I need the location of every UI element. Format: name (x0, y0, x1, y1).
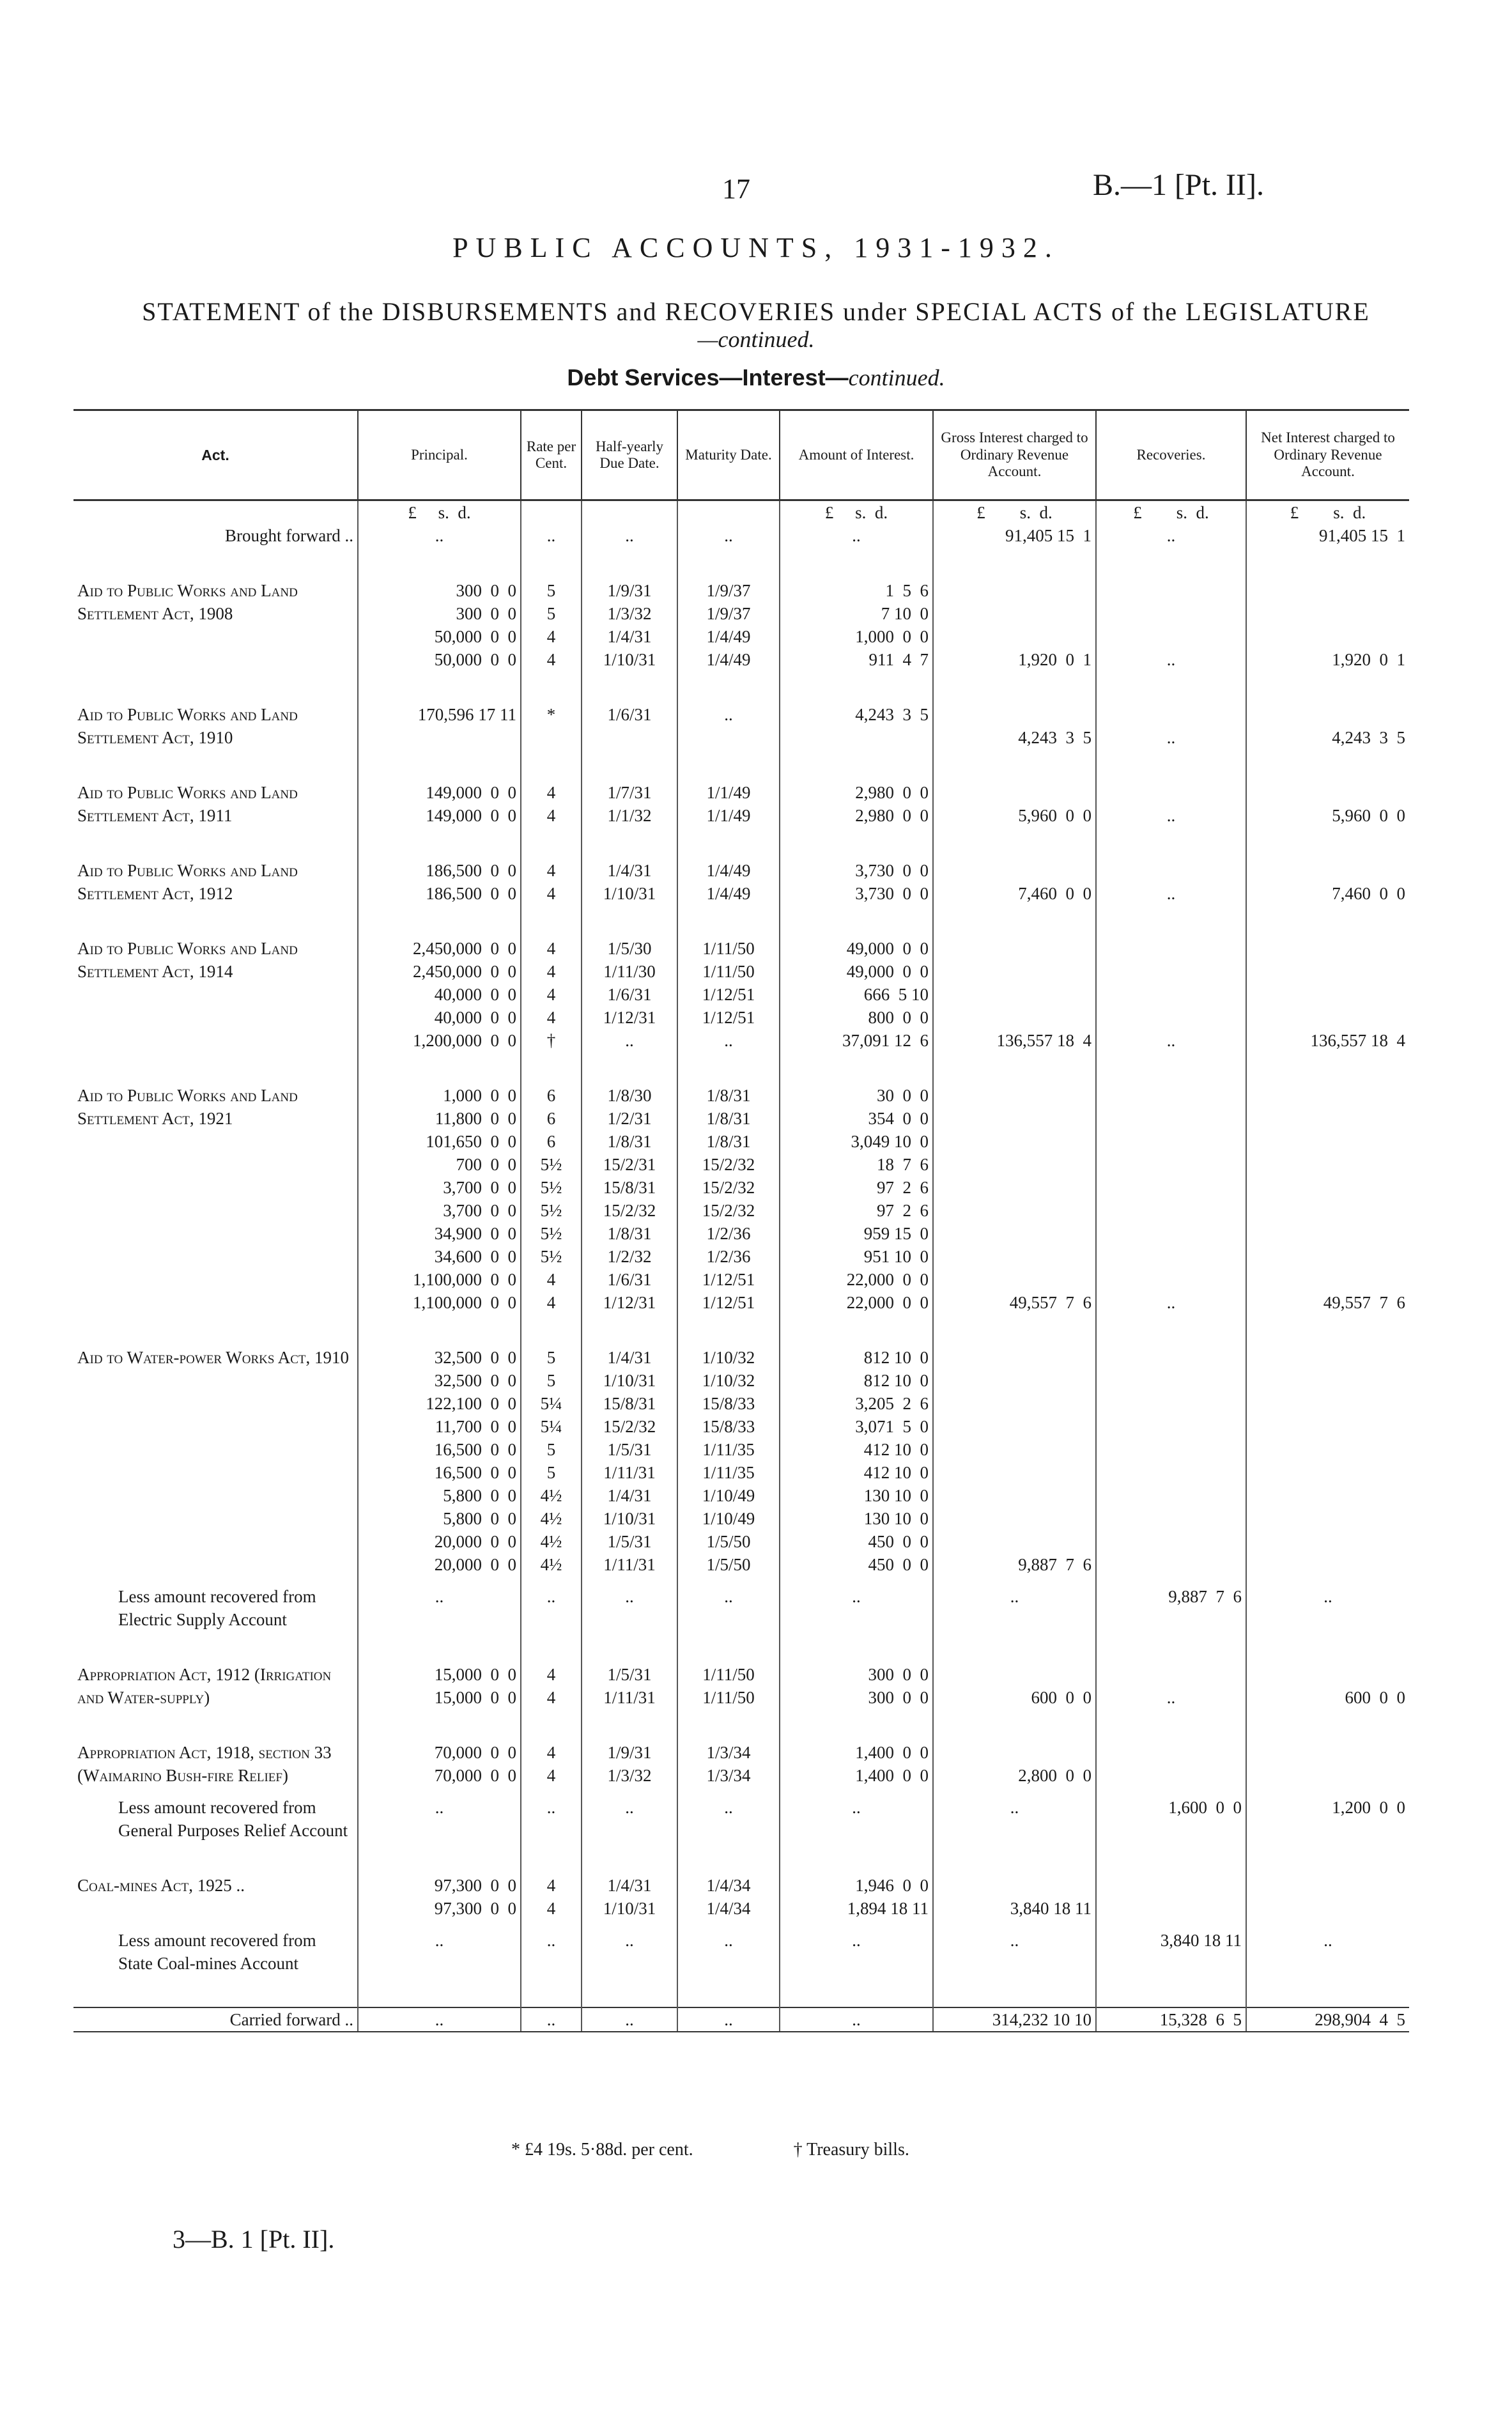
group-amount: 1,400 0 0 1,400 0 0 (780, 1741, 933, 1787)
act-name: Aid to Public Works and Land Settlement Act, 1908 (77, 581, 298, 623)
act-group-row (73, 937, 1409, 1052)
col-recoveries: Recoveries. (1096, 410, 1246, 500)
spacer-cell (1246, 749, 1409, 781)
spacer-cell (1246, 671, 1409, 703)
group-gross: 136,557 18 4 (933, 937, 1096, 1052)
spacer-cell (358, 671, 521, 703)
cf-amount: .. (780, 2007, 933, 2032)
group-principal: 300 0 0 300 0 0 50,000 0 0 50,000 0 0 (358, 579, 521, 671)
cf-rate: .. (521, 2007, 582, 2032)
spacer-cell (780, 1052, 933, 1084)
group-half-yearly: 1/6/31 (582, 703, 677, 749)
group-recoveries: .. (1096, 937, 1246, 1052)
footnote-dagger: † Treasury bills. (793, 2140, 909, 2160)
col-half-yearly: Half-yearly Due Date. (582, 410, 677, 500)
group-gross: 1,920 0 1 (933, 579, 1096, 671)
group-maturity: 1/9/37 1/9/37 1/4/49 1/4/49 (677, 579, 780, 671)
less-recovered-label: Less amount recovered from General Purposes Relief Account (118, 1798, 348, 1840)
group-spacer (73, 1842, 1409, 1874)
section-heading (0, 364, 1512, 391)
bf-recoveries: .. (1096, 524, 1246, 547)
spacer-cell (1246, 1314, 1409, 1346)
spacer-cell (521, 671, 582, 703)
act-group-row (73, 1346, 1409, 1576)
bf-gross: 91,405 15 1 (933, 524, 1096, 547)
page-footer: 3—B. 1 [Pt. II]. (173, 2225, 335, 2254)
group-maturity: 1/3/34 1/3/34 (677, 1741, 780, 1787)
spacer-cell (780, 749, 933, 781)
act-name: Coal-mines Act, 1925 .. (77, 1876, 245, 1895)
col-gross: Gross Interest charged to Ordinary Revenue Account. (933, 410, 1096, 500)
less-dots: .. (780, 1787, 933, 1842)
spacer-cell (1096, 1975, 1246, 2007)
spacer-cell (933, 1631, 1096, 1663)
spacer-cell (358, 1314, 521, 1346)
group-maturity: 1/11/50 1/11/50 1/12/51 1/12/51 .. (677, 937, 780, 1052)
spacer-cell (358, 905, 521, 937)
group-spacer (73, 1314, 1409, 1346)
units-row (73, 500, 1409, 525)
spacer-cell (933, 1314, 1096, 1346)
group-recoveries: .. (1096, 1084, 1246, 1314)
group-rate: 6 6 6 5½ 5½ 5½ 5½ 5½ 4 4 (521, 1084, 582, 1314)
group-principal: 97,300 0 0 97,300 0 0 (358, 1874, 521, 1920)
group-principal: 70,000 0 0 70,000 0 0 (358, 1741, 521, 1787)
bf-rate: .. (521, 524, 582, 547)
spacer-cell (780, 547, 933, 579)
less-recoveries: 3,840 18 11 (1096, 1920, 1246, 1975)
spacer-cell (780, 1709, 933, 1741)
act-group-row (73, 781, 1409, 827)
col-principal: Principal. (358, 410, 521, 500)
group-principal: 149,000 0 0 149,000 0 0 (358, 781, 521, 827)
less-recovered-row (73, 1576, 1409, 1631)
spacer-cell (582, 1631, 677, 1663)
spacer-cell (780, 1842, 933, 1874)
spacer-cell (582, 1052, 677, 1084)
spacer-cell (933, 547, 1096, 579)
group-recoveries: .. (1096, 781, 1246, 827)
group-rate: 5 5 5¼ 5¼ 5 5 4½ 4½ 4½ 4½ (521, 1346, 582, 1576)
col-maturity: Maturity Date. (677, 410, 780, 500)
units-principal: £ s. d. (358, 500, 521, 525)
less-dots: .. (358, 1787, 521, 1842)
group-maturity: 1/8/31 1/8/31 1/8/31 15/2/32 15/2/32 15/2/32 1/2/36 1/2/36 1/12/51 1/12/51 (677, 1084, 780, 1314)
group-maturity: 1/4/49 1/4/49 (677, 859, 780, 905)
header-row (73, 410, 1409, 500)
less-recovered-row (73, 1920, 1409, 1975)
cf-gross: 314,232 10 10 (933, 2007, 1096, 2032)
spacer-cell (780, 1631, 933, 1663)
spacer-cell (1096, 1631, 1246, 1663)
cf-recoveries: 15,328 6 5 (1096, 2007, 1246, 2032)
spacer-cell (1246, 547, 1409, 579)
spacer-cell (1096, 749, 1246, 781)
group-spacer (73, 671, 1409, 703)
act-name: Aid to Public Works and Land Settlement Act, 1910 (77, 705, 298, 747)
act-group-row (73, 579, 1409, 671)
less-gross: .. (933, 1787, 1096, 1842)
less-dots: .. (780, 1576, 933, 1631)
less-dots: .. (358, 1920, 521, 1975)
group-net: 4,243 3 5 (1246, 703, 1409, 749)
col-act: Act. (73, 410, 358, 500)
group-gross: 3,840 18 11 (933, 1874, 1096, 1920)
spacer-cell (1096, 1709, 1246, 1741)
spacer-cell (521, 1052, 582, 1084)
group-net: 49,557 7 6 (1246, 1084, 1409, 1314)
spacer-cell (1096, 1842, 1246, 1874)
group-half-yearly: 1/7/31 1/1/32 (582, 781, 677, 827)
spacer-cell (521, 827, 582, 859)
spacer-cell (73, 1975, 358, 2007)
units-gross: £ s. d. (933, 500, 1096, 525)
spacer-cell (521, 905, 582, 937)
spacer-cell (677, 1709, 780, 1741)
less-dots: .. (521, 1920, 582, 1975)
spacer-cell (1096, 671, 1246, 703)
document-reference: B.—1 [Pt. II]. (1093, 168, 1264, 202)
spacer-cell (1096, 905, 1246, 937)
less-net: .. (1246, 1920, 1409, 1975)
cf-net: 298,904 4 5 (1246, 2007, 1409, 2032)
col-amount: Amount of Interest. (780, 410, 933, 500)
spacer-cell (1246, 1975, 1409, 2007)
group-half-yearly: 1/8/30 1/2/31 1/8/31 15/2/31 15/8/31 15/2/32 1/8/31 1/2/32 1/6/31 1/12/31 (582, 1084, 677, 1314)
spacer-cell (582, 1709, 677, 1741)
less-recovered-label: Less amount recovered from Electric Supply Account (118, 1587, 316, 1629)
less-dots: .. (677, 1576, 780, 1631)
group-rate: 4 4 (521, 781, 582, 827)
less-recovered-label: Less amount recovered from State Coal-mines Account (118, 1931, 316, 1973)
bf-principal: .. (358, 524, 521, 547)
spacer-cell (1246, 905, 1409, 937)
group-amount: 1,946 0 0 1,894 18 11 (780, 1874, 933, 1920)
spacer-cell (933, 827, 1096, 859)
carried-forward-label: Carried forward .. (73, 2007, 358, 2032)
group-half-yearly: 1/4/31 1/10/31 (582, 859, 677, 905)
spacer-cell (677, 749, 780, 781)
group-rate: 4 4 (521, 859, 582, 905)
spacer-cell (1246, 1842, 1409, 1874)
spacer-cell (780, 1975, 933, 2007)
group-spacer (73, 1631, 1409, 1663)
group-gross: 600 0 0 (933, 1663, 1096, 1709)
less-recoveries: 9,887 7 6 (1096, 1576, 1246, 1631)
spacer-cell (521, 1842, 582, 1874)
group-amount: 2,980 0 0 2,980 0 0 (780, 781, 933, 827)
act-group-row (73, 1874, 1409, 1920)
spacer-cell (677, 1842, 780, 1874)
group-principal: 2,450,000 0 0 2,450,000 0 0 40,000 0 0 40,000 0 0 1,200,000 0 0 (358, 937, 521, 1052)
group-principal: 186,500 0 0 186,500 0 0 (358, 859, 521, 905)
act-name: Aid to Public Works and Land Settlement Act, 1912 (77, 861, 298, 903)
group-gross: 49,557 7 6 (933, 1084, 1096, 1314)
group-half-yearly: 1/9/31 1/3/32 1/4/31 1/10/31 (582, 579, 677, 671)
carried-forward-row (73, 2007, 1409, 2032)
act-group-row (73, 1663, 1409, 1709)
spacer-cell (73, 1842, 358, 1874)
spacer-cell (677, 671, 780, 703)
spacer-cell (358, 1709, 521, 1741)
spacer-cell (358, 749, 521, 781)
spacer-cell (933, 671, 1096, 703)
group-maturity: .. (677, 703, 780, 749)
spacer-cell (73, 547, 358, 579)
cf-half-yearly: .. (582, 2007, 677, 2032)
less-dots: .. (582, 1576, 677, 1631)
group-spacer (73, 749, 1409, 781)
spacer-cell (521, 1631, 582, 1663)
spacer-cell (582, 905, 677, 937)
group-rate: 4 4 (521, 1663, 582, 1709)
group-recoveries-blank (1096, 1741, 1246, 1787)
spacer-cell (521, 1975, 582, 2007)
act-name: Aid to Public Works and Land Settlement Act, 1914 (77, 939, 298, 981)
group-amount: 812 10 0 812 10 0 3,205 2 6 3,071 5 0 412 10 0 412 10 0 130 10 0 130 10 0 450 0 0 450 0 0 (780, 1346, 933, 1576)
spacer-cell (73, 827, 358, 859)
group-half-yearly: 1/4/31 1/10/31 (582, 1874, 677, 1920)
spacer-cell (780, 1314, 933, 1346)
group-net: 136,557 18 4 (1246, 937, 1409, 1052)
spacer-cell (677, 1975, 780, 2007)
group-recoveries: .. (1096, 703, 1246, 749)
group-net-blank (1246, 1741, 1409, 1787)
spacer-cell (933, 1052, 1096, 1084)
group-half-yearly: 1/5/30 1/11/30 1/6/31 1/12/31 .. (582, 937, 677, 1052)
group-principal: 15,000 0 0 15,000 0 0 (358, 1663, 521, 1709)
less-net: .. (1246, 1576, 1409, 1631)
group-net-blank (1246, 1874, 1409, 1920)
spacer-cell (677, 827, 780, 859)
footnotes (511, 2140, 1005, 2160)
group-spacer (73, 827, 1409, 859)
spacer-cell (933, 1709, 1096, 1741)
page-title: PUBLIC ACCOUNTS, 1931-1932. (452, 232, 1060, 263)
group-maturity: 1/4/34 1/4/34 (677, 1874, 780, 1920)
group-recoveries: .. (1096, 579, 1246, 671)
spacer-cell (677, 1314, 780, 1346)
group-principal: 170,596 17 11 (358, 703, 521, 749)
group-principal: 1,000 0 0 11,800 0 0 101,650 0 0 700 0 0 3,700 0 0 3,700 0 0 34,900 0 0 34,600 0 0 1,100,000 0 0 1,100,000 0 0 (358, 1084, 521, 1314)
spacer-cell (582, 1314, 677, 1346)
group-spacer (73, 1052, 1409, 1084)
units-recoveries: £ s. d. (1096, 500, 1246, 525)
spacer-cell (780, 671, 933, 703)
spacer-cell (1246, 1052, 1409, 1084)
group-amount: 49,000 0 0 49,000 0 0 666 5 10 800 0 0 37,091 12 6 (780, 937, 933, 1052)
less-gross: .. (933, 1576, 1096, 1631)
spacer-cell (1246, 1709, 1409, 1741)
group-rate: 4 4 (521, 1741, 582, 1787)
spacer-cell (521, 547, 582, 579)
col-rate: Rate per Cent. (521, 410, 582, 500)
bf-half-yearly: .. (582, 524, 677, 547)
less-gross: .. (933, 1920, 1096, 1975)
spacer-cell (73, 905, 358, 937)
group-rate: 4 4 (521, 1874, 582, 1920)
group-rate: 5 5 4 4 (521, 579, 582, 671)
spacer-cell (933, 749, 1096, 781)
spacer-cell (582, 1842, 677, 1874)
spacer-cell (358, 1052, 521, 1084)
group-half-yearly: 1/5/31 1/11/31 (582, 1663, 677, 1709)
group-recoveries: .. (1096, 859, 1246, 905)
spacer-cell (73, 671, 358, 703)
spacer-cell (1246, 827, 1409, 859)
act-group-row (73, 1084, 1409, 1314)
col-net: Net Interest charged to Ordinary Revenue Account. (1246, 410, 1409, 500)
group-spacer (73, 1709, 1409, 1741)
spacer-cell (582, 547, 677, 579)
spacer-cell (358, 1631, 521, 1663)
spacer-cell (1096, 827, 1246, 859)
act-name: Aid to Public Works and Land Settlement Act, 1911 (77, 783, 298, 825)
group-rate: 4 4 4 4 † (521, 937, 582, 1052)
spacer-cell (780, 827, 933, 859)
spacer-cell (521, 749, 582, 781)
group-gross: 5,960 0 0 (933, 781, 1096, 827)
group-recoveries: .. (1096, 1663, 1246, 1709)
act-group-row (73, 1741, 1409, 1787)
spacer-cell (933, 1975, 1096, 2007)
group-net-blank (1246, 1346, 1409, 1576)
spacer-cell (73, 1631, 358, 1663)
group-net: 7,460 0 0 (1246, 859, 1409, 905)
less-dots: .. (780, 1920, 933, 1975)
spacer-cell (521, 1314, 582, 1346)
spacer-cell (73, 749, 358, 781)
group-gross: 2,800 0 0 (933, 1741, 1096, 1787)
less-dots: .. (521, 1576, 582, 1631)
act-name: Appropriation Act, 1918, section 33 (Waimarino Bush-fire Relief) (77, 1743, 332, 1785)
group-amount: 3,730 0 0 3,730 0 0 (780, 859, 933, 905)
spacer-cell (358, 1842, 521, 1874)
spacer-cell (73, 1314, 358, 1346)
spacer-cell (582, 1975, 677, 2007)
spacer-cell (73, 1052, 358, 1084)
spacer-cell (1096, 1052, 1246, 1084)
group-net: 600 0 0 (1246, 1663, 1409, 1709)
act-name: Aid to Public Works and Land Settlement Act, 1921 (77, 1086, 298, 1128)
group-gross: 4,243 3 5 (933, 703, 1096, 749)
less-dots: .. (358, 1576, 521, 1631)
bf-net: 91,405 15 1 (1246, 524, 1409, 547)
spacer-cell (933, 905, 1096, 937)
less-dots: .. (677, 1920, 780, 1975)
spacer-cell (582, 749, 677, 781)
spacer-cell (73, 1709, 358, 1741)
interest-table (73, 409, 1409, 2032)
spacer-cell (358, 547, 521, 579)
page-number: 17 (722, 173, 750, 205)
spacer-cell (780, 905, 933, 937)
group-recoveries-blank (1096, 1874, 1246, 1920)
spacer-cell (677, 1052, 780, 1084)
brought-forward-row (73, 524, 1409, 547)
group-recoveries-blank (1096, 1346, 1246, 1576)
bf-amount: .. (780, 524, 933, 547)
less-dots: .. (521, 1787, 582, 1842)
less-dots: .. (582, 1787, 677, 1842)
group-rate: * (521, 703, 582, 749)
less-recoveries: 1,600 0 0 (1096, 1787, 1246, 1842)
subtitle-continued: —continued. (697, 327, 815, 352)
statement-subtitle: STATEMENT of the DISBURSEMENTS and RECOVERIES under SPECIAL ACTS of the LEGISLATURE (142, 297, 1370, 326)
spacer-cell (358, 827, 521, 859)
cf-maturity: .. (677, 2007, 780, 2032)
cf-principal: .. (358, 2007, 521, 2032)
brought-forward-label: Brought forward .. (225, 526, 353, 545)
less-dots: .. (677, 1787, 780, 1842)
bf-maturity: .. (677, 524, 780, 547)
section-heading-text: Debt Services—Interest— (567, 364, 849, 390)
group-gross: 7,460 0 0 (933, 859, 1096, 905)
spacer-cell (933, 1842, 1096, 1874)
spacer-cell (521, 1709, 582, 1741)
group-net: 5,960 0 0 (1246, 781, 1409, 827)
spacer-cell (677, 547, 780, 579)
group-maturity: 1/11/50 1/11/50 (677, 1663, 780, 1709)
spacer-cell (677, 905, 780, 937)
act-name: Aid to Water-power Works Act, 1910 (77, 1348, 349, 1367)
group-gross: 9,887 7 6 (933, 1346, 1096, 1576)
group-spacer (73, 905, 1409, 937)
less-net: 1,200 0 0 (1246, 1787, 1409, 1842)
spacer-cell (582, 671, 677, 703)
act-group-row (73, 703, 1409, 749)
act-group-row (73, 859, 1409, 905)
footnote-star: * £4 19s. 5·88d. per cent. (511, 2140, 693, 2160)
units-amount: £ s. d. (780, 500, 933, 525)
group-half-yearly: 1/9/31 1/3/32 (582, 1741, 677, 1787)
section-continued: continued. (848, 365, 945, 390)
spacer-cell (1096, 1314, 1246, 1346)
spacer-cell (1246, 1631, 1409, 1663)
less-recovered-row (73, 1787, 1409, 1842)
spacer-cell (677, 1631, 780, 1663)
less-dots: .. (582, 1920, 677, 1975)
group-spacer (73, 1975, 1409, 2007)
group-net: 1,920 0 1 (1246, 579, 1409, 671)
spacer-cell (358, 1975, 521, 2007)
group-amount: 300 0 0 300 0 0 (780, 1663, 933, 1709)
group-maturity: 1/10/32 1/10/32 15/8/33 15/8/33 1/11/35 1/11/35 1/10/49 1/10/49 1/5/50 1/5/50 (677, 1346, 780, 1576)
group-maturity: 1/1/49 1/1/49 (677, 781, 780, 827)
spacer-cell (1096, 547, 1246, 579)
group-spacer (73, 547, 1409, 579)
units-net: £ s. d. (1246, 500, 1409, 525)
act-name: Appropriation Act, 1912 (Irrigation and Water-supply) (77, 1665, 332, 1707)
group-amount: 4,243 3 5 (780, 703, 933, 749)
group-amount: 30 0 0 354 0 0 3,049 10 0 18 7 6 97 2 6 97 2 6 959 15 0 951 10 0 22,000 0 0 22,000 0 0 (780, 1084, 933, 1314)
spacer-cell (582, 827, 677, 859)
group-amount: 1 5 6 7 10 0 1,000 0 0 911 4 7 (780, 579, 933, 671)
group-half-yearly: 1/4/31 1/10/31 15/8/31 15/2/32 1/5/31 1/11/31 1/4/31 1/10/31 1/5/31 1/11/31 (582, 1346, 677, 1576)
group-principal: 32,500 0 0 32,500 0 0 122,100 0 0 11,700 0 0 16,500 0 0 16,500 0 0 5,800 0 0 5,800 0 0 20,000 0 0 20,000 0 0 (358, 1346, 521, 1576)
